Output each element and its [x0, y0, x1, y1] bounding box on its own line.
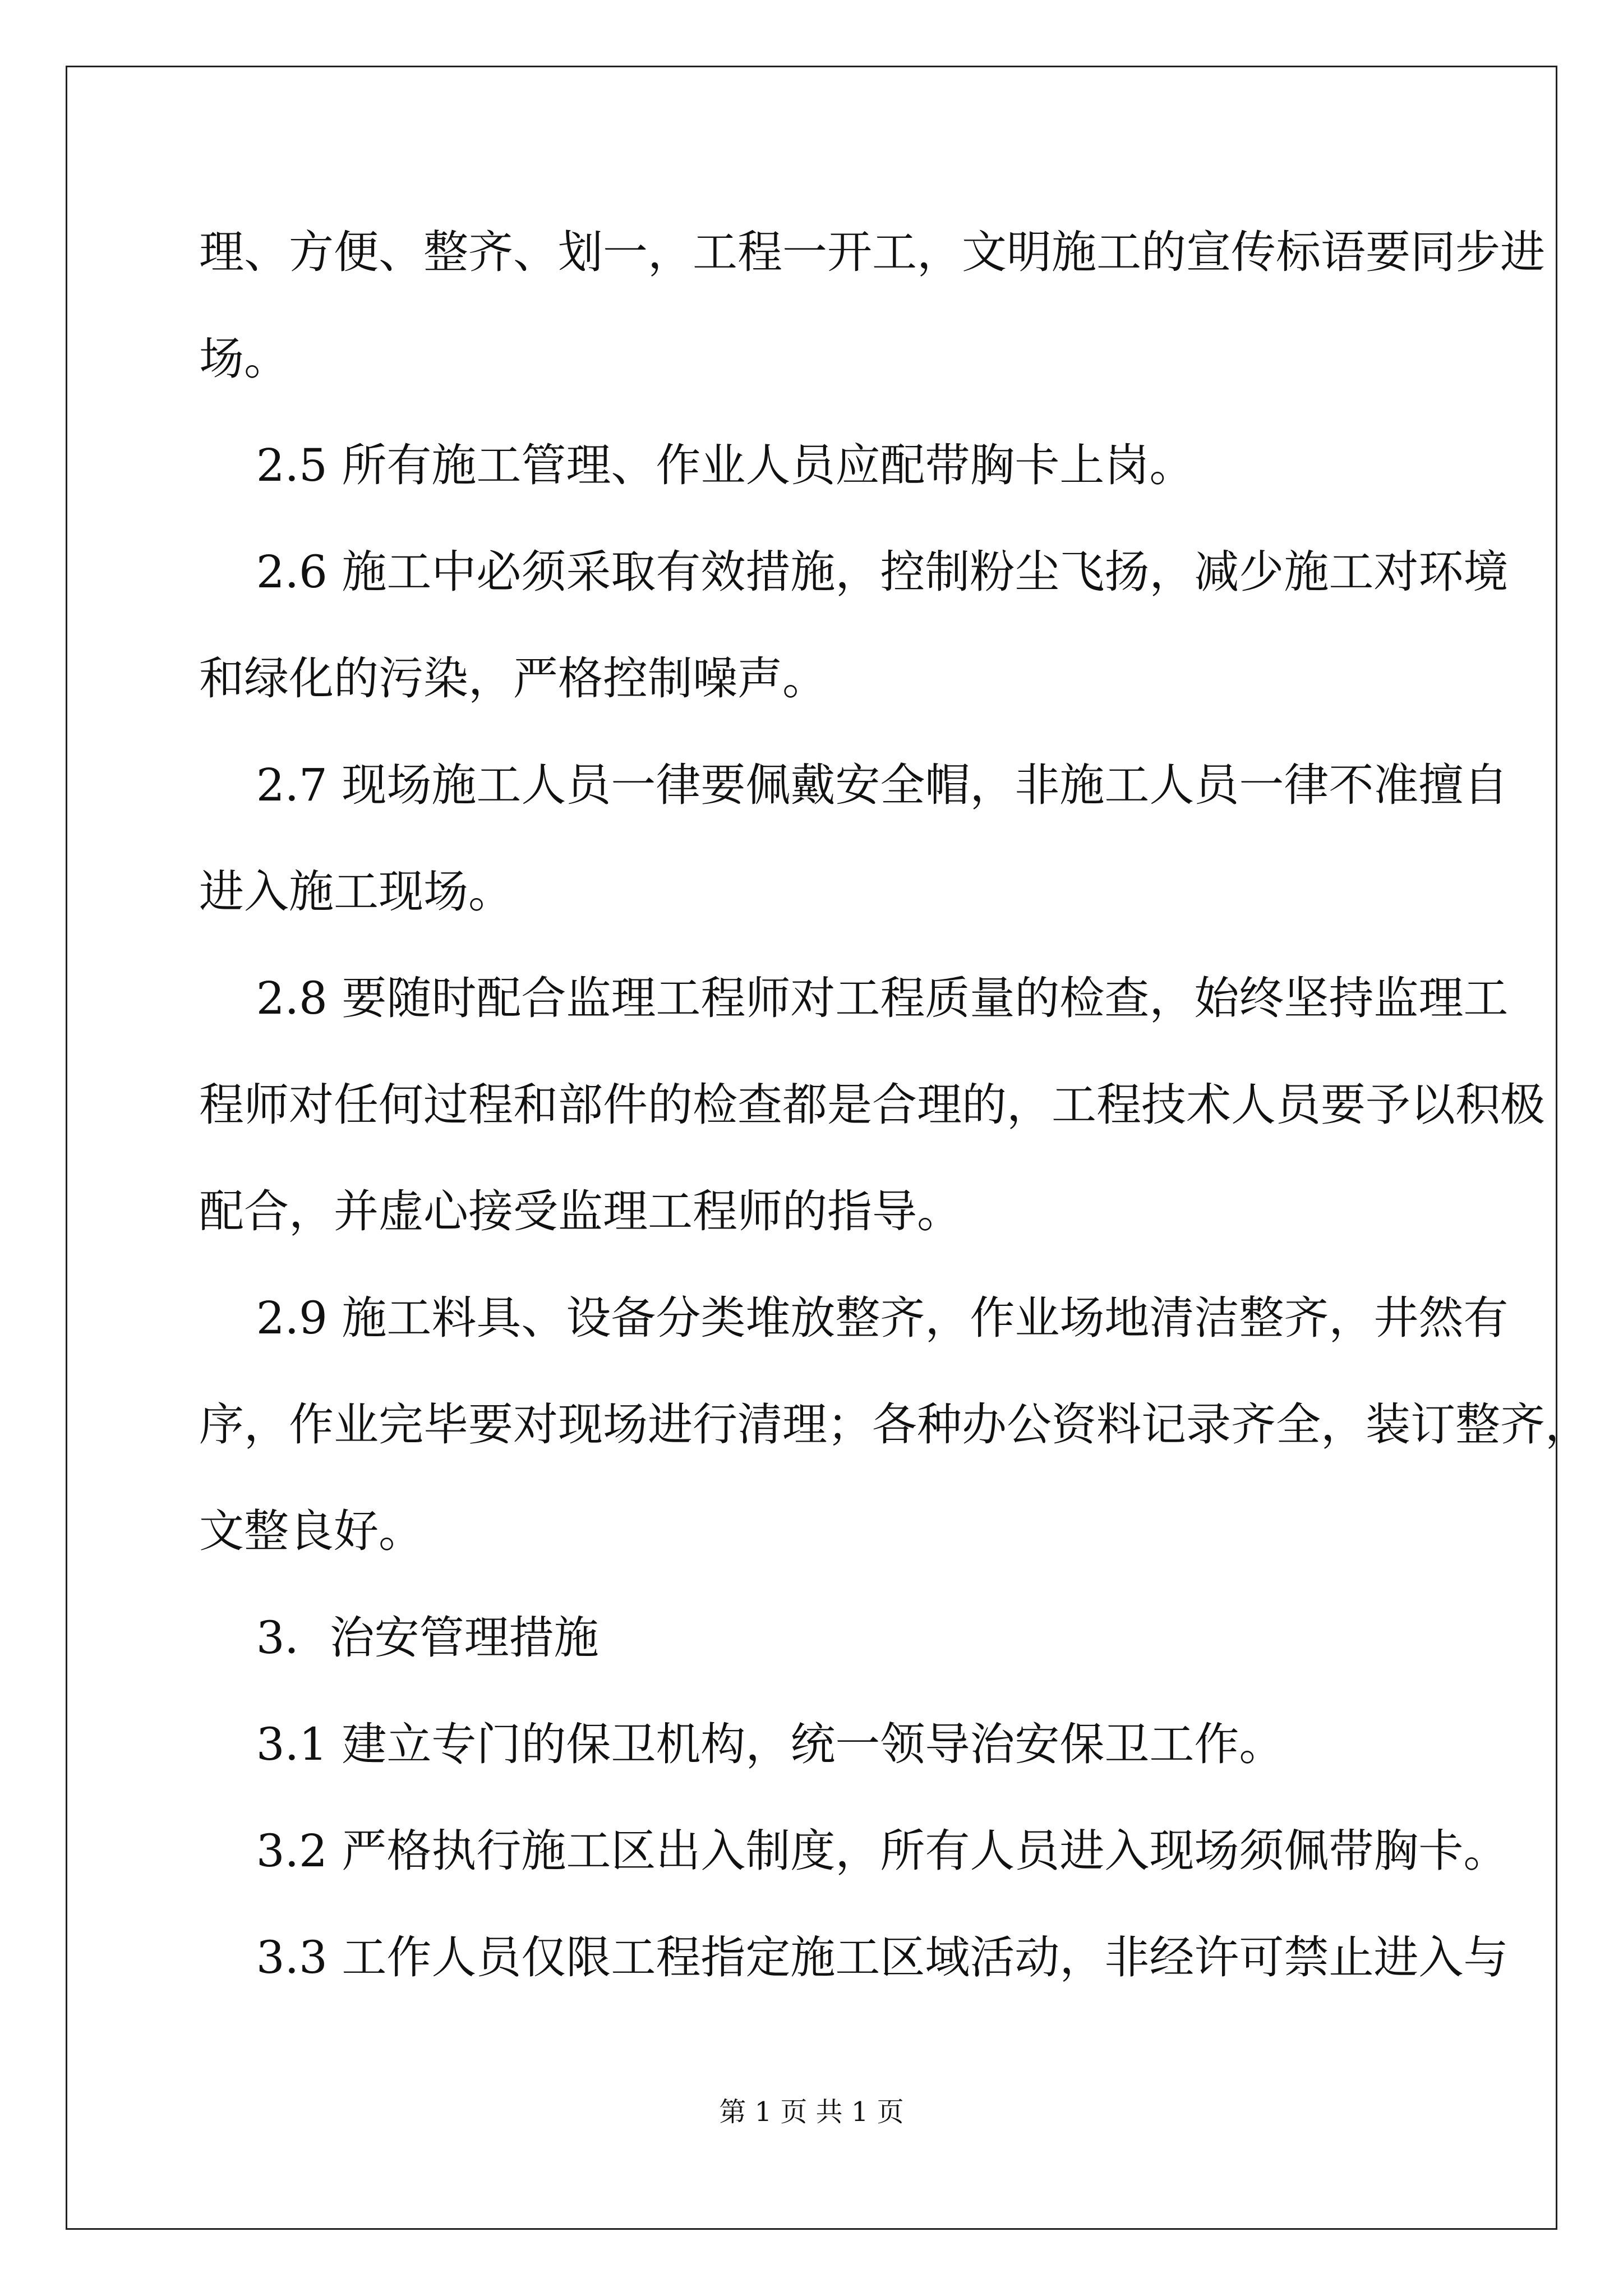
text-line: 配合，并虚心接受监理工程师的指导。 — [199, 1185, 962, 1237]
document-body — [199, 213, 1590, 2025]
page-number-footer: 第 1 页 共 1 页 — [719, 2096, 904, 2128]
text-line: 理、方便、整齐、划一，工程一开工，文明施工的宣传标语要同步进 — [199, 226, 1545, 278]
text-line: 程师对任何过程和部件的检查都是合理的，工程技术人员要予以积极 — [199, 1079, 1545, 1131]
text-line: 和绿化的污染，严格控制噪声。 — [199, 652, 827, 705]
text-line: 2.9 施工料具、设备分类堆放整齐，作业场地清洁整齐，井然有 — [199, 1292, 1509, 1344]
text-line: 序，作业完毕要对现场进行清理；各种办公资料记录齐全，装订整齐， — [199, 1398, 1590, 1451]
section-heading: 3．治安管理措施 — [199, 1612, 599, 1664]
text-line: 3.1 建立专门的保卫机构，统一领导治安保卫工作。 — [199, 1718, 1284, 1770]
text-line: 2.5 所有施工管理、作业人员应配带胸卡上岗。 — [199, 439, 1195, 491]
text-line: 进入施工现场。 — [199, 866, 513, 918]
text-line: 场。 — [199, 333, 289, 385]
text-line: 2.7 现场施工人员一律要佩戴安全帽，非施工人员一律不准擅自 — [199, 759, 1509, 811]
text-line: 3.2 严格执行施工区出入制度，所有人员进入现场须佩带胸卡。 — [199, 1825, 1509, 1877]
text-line: 2.6 施工中必须采取有效措施，控制粉尘飞扬，减少施工对环境 — [199, 546, 1509, 598]
text-line: 3.3 工作人员仅限工程指定施工区域活动，非经许可禁止进入与 — [199, 1931, 1509, 1984]
text-line: 2.8 要随时配合监理工程师对工程质量的检查，始终坚持监理工 — [199, 972, 1509, 1024]
text-line: 文整良好。 — [199, 1505, 423, 1557]
